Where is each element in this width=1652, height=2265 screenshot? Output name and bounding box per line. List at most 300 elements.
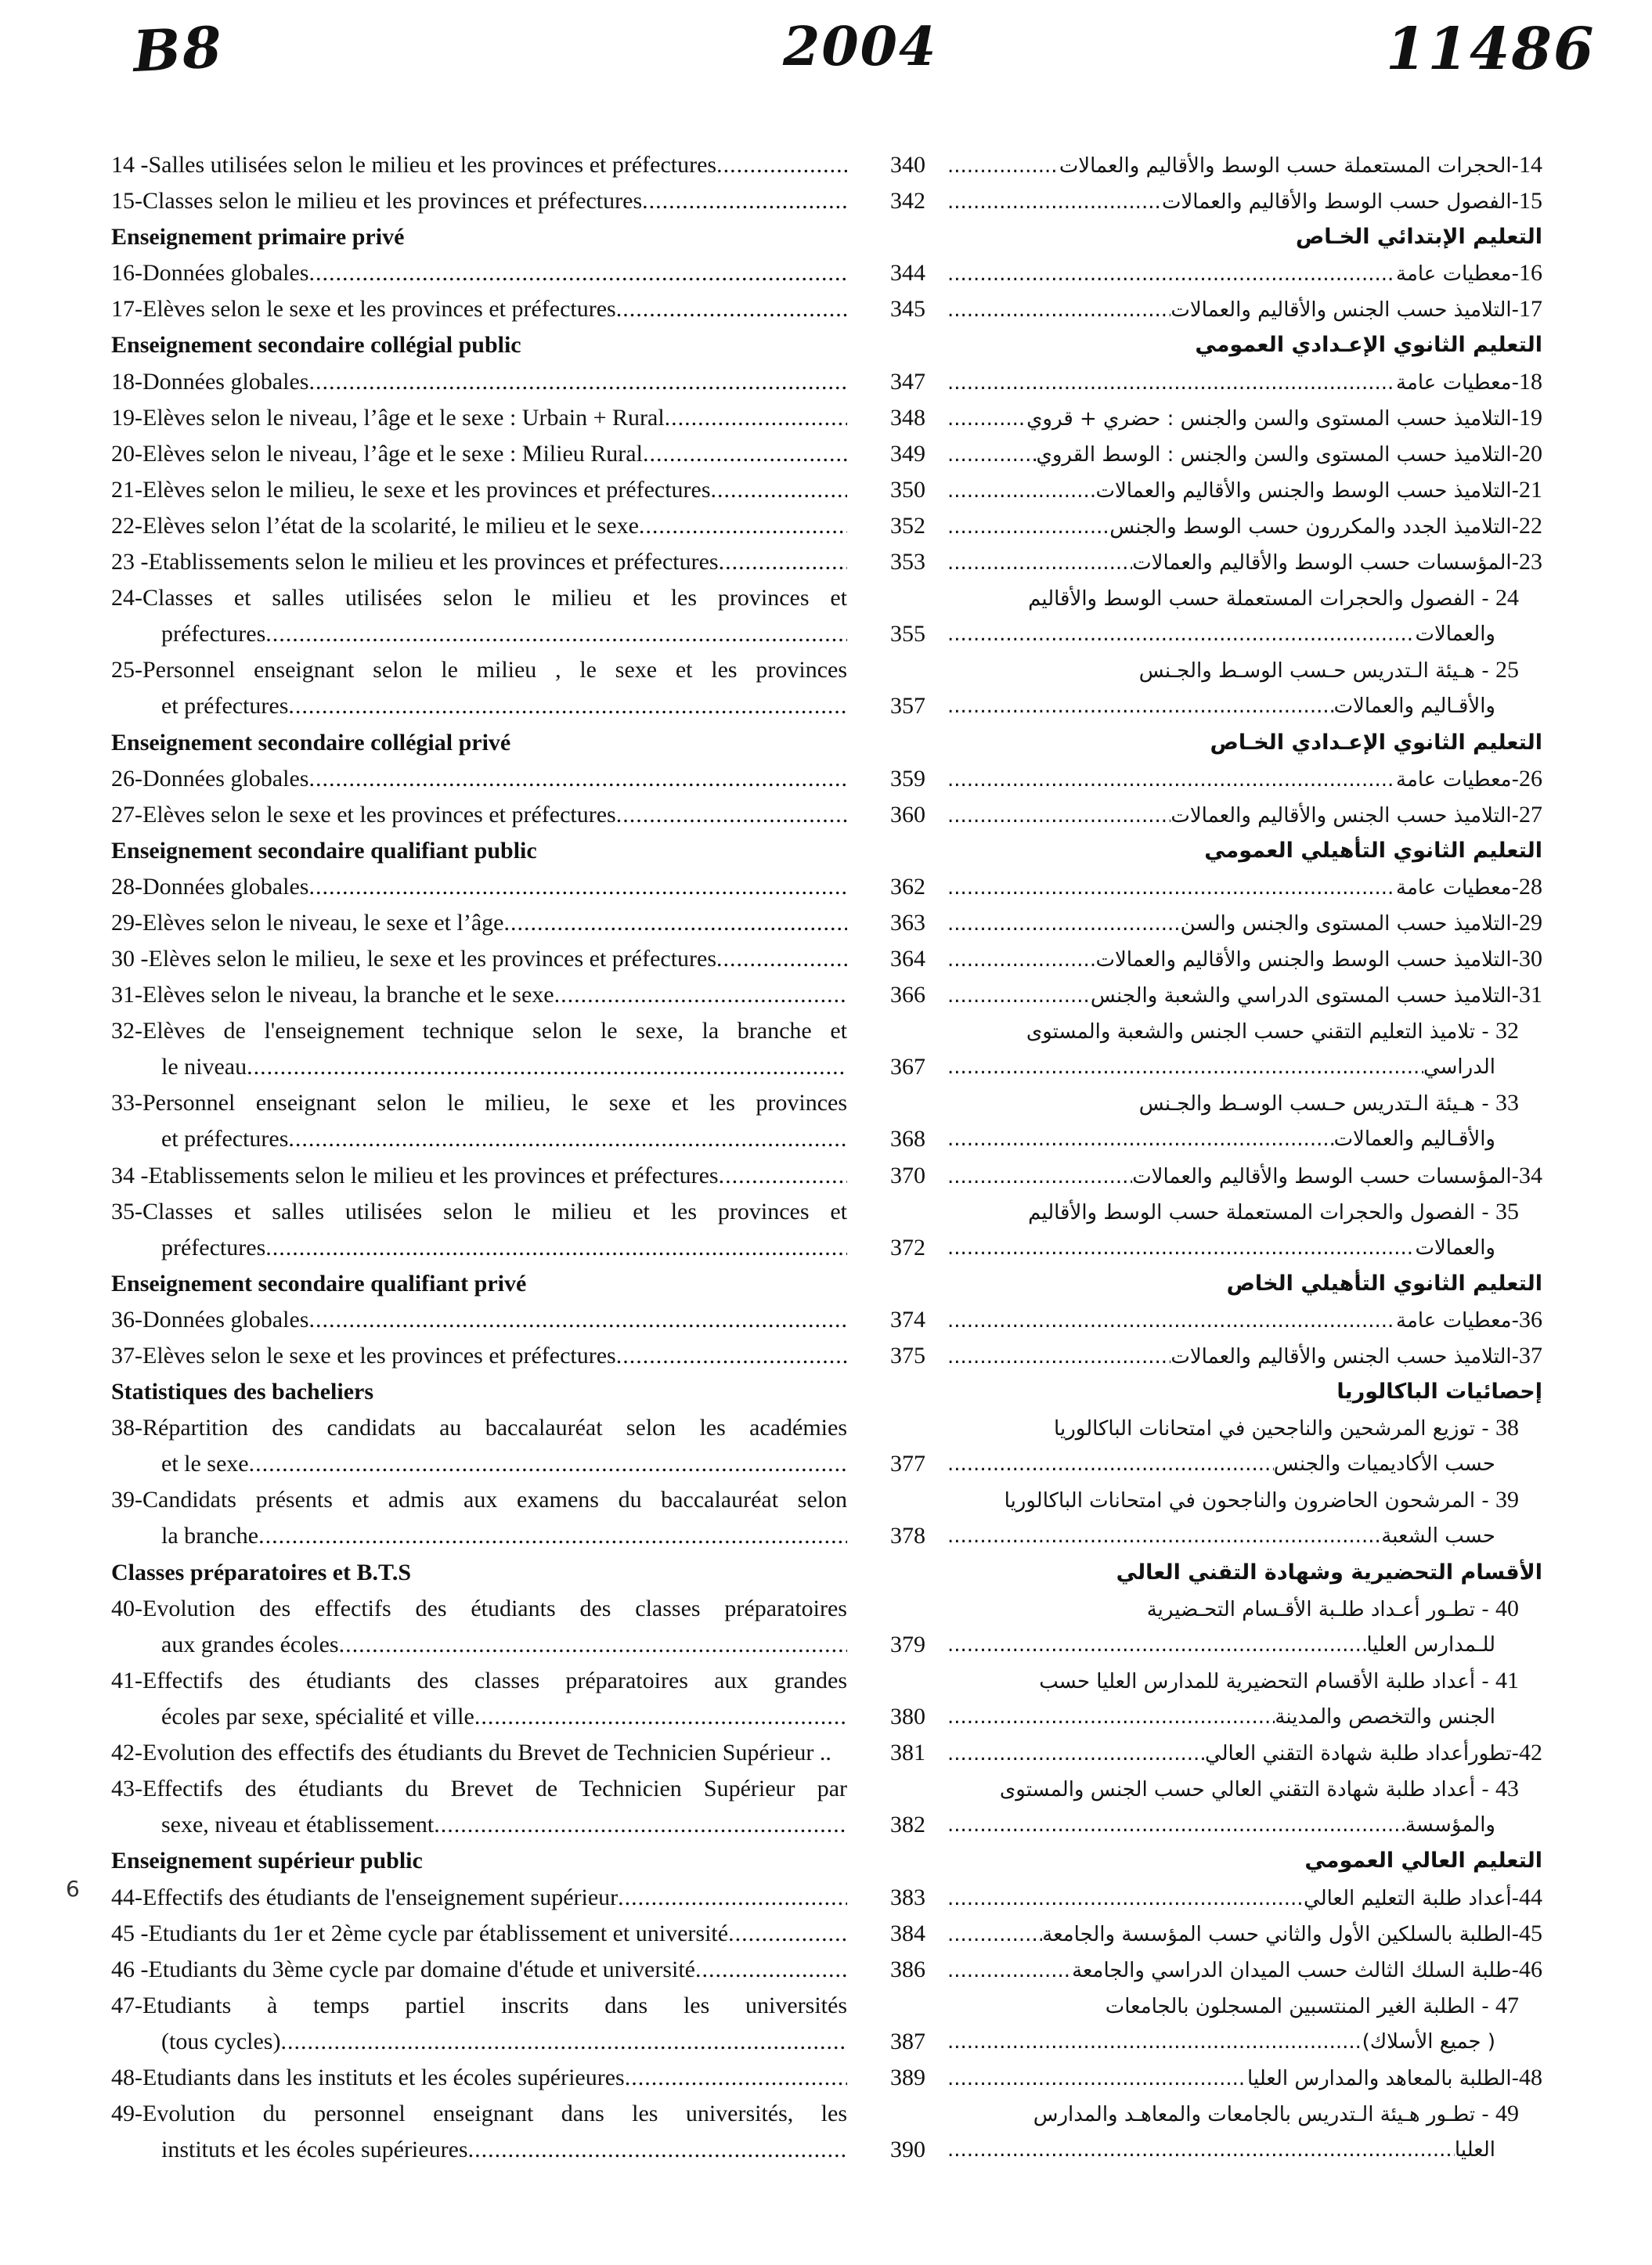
toc-entry-arabic bbox=[947, 1013, 1542, 1085]
entry-title: 17-Elèves selon le sexe et les provinces et préfectures bbox=[111, 296, 616, 323]
separator: - bbox=[1475, 1092, 1495, 1116]
dot-leader bbox=[625, 2060, 847, 2096]
separator: - bbox=[1511, 551, 1519, 575]
dot-leader bbox=[947, 1953, 1072, 1989]
dot-leader bbox=[947, 942, 1096, 978]
toc-entry-arabic bbox=[947, 1591, 1542, 1663]
toc-entry bbox=[111, 291, 925, 327]
section-heading: Enseignement supérieur public bbox=[111, 1848, 423, 1874]
dot-leader bbox=[947, 798, 1170, 834]
toc-entry-arabic bbox=[947, 436, 1542, 472]
entry-title-arabic: توزيع المرشحين والناجحين في امتحانات الباكالوريا bbox=[1054, 1417, 1476, 1441]
toc-entry-arabic bbox=[947, 652, 1542, 724]
dot-leader bbox=[642, 183, 847, 219]
handwritten-year: 2004 bbox=[783, 16, 938, 78]
entry-number: 23 bbox=[1519, 549, 1542, 575]
toc-entry bbox=[111, 869, 925, 905]
toc-entry bbox=[111, 2096, 925, 2168]
page-number: 352 bbox=[890, 512, 925, 539]
toc-entry-arabic bbox=[947, 400, 1542, 436]
toc-entry-arabic bbox=[947, 2060, 1542, 2096]
entry-title: 25-Personnel enseignant selon le milieu , le sexe et les provinces bbox=[111, 657, 847, 683]
dot-leader bbox=[947, 148, 1059, 184]
page-number: 348 bbox=[890, 404, 925, 431]
separator: - bbox=[1511, 911, 1519, 936]
dot-leader bbox=[716, 941, 847, 977]
entry-title-arabic: المرشحون الحاضرون والناجحون في امتحانات الباكالوريا bbox=[1004, 1489, 1476, 1513]
french-toc-column bbox=[111, 147, 925, 2168]
separator: - bbox=[1511, 2066, 1519, 2090]
dot-leader bbox=[265, 616, 847, 652]
entry-title-arabic: التلاميذ حسب الوسط والجنس والأقاليم والعمالات bbox=[1095, 948, 1512, 972]
separator: - bbox=[1511, 370, 1519, 395]
page-number: 340 bbox=[890, 152, 925, 178]
entry-title: 37-Elèves selon le sexe et les provinces et préfectures bbox=[111, 1343, 616, 1369]
toc-entry-arabic bbox=[947, 1410, 1542, 1482]
toc-entry-arabic bbox=[947, 1735, 1542, 1771]
entry-title: 26-Données globales bbox=[111, 765, 309, 792]
dot-leader bbox=[947, 870, 1396, 906]
section-heading: Enseignement secondaire qualifiant public bbox=[111, 837, 537, 864]
toc-entry bbox=[111, 1013, 925, 1085]
dot-leader bbox=[947, 906, 1181, 942]
page-number: 383 bbox=[890, 1884, 925, 1910]
separator: - bbox=[1475, 1020, 1495, 1044]
toc-entry-arabic bbox=[947, 1194, 1542, 1266]
dot-leader bbox=[947, 509, 1109, 545]
toc-entry bbox=[111, 1194, 925, 1266]
entry-title: 18-Données globales bbox=[111, 368, 309, 395]
toc-entry bbox=[111, 400, 925, 436]
section-heading: Classes préparatoires et B.T.S bbox=[111, 1559, 412, 1585]
entry-title: 45 -Etudiants du 1er et 2ème cycle par établissement et université bbox=[111, 1920, 729, 1946]
entry-title-arabic-continued: العليا bbox=[1454, 2138, 1495, 2162]
page-number: 364 bbox=[890, 946, 925, 972]
entry-title-arabic-continued: والعمالات bbox=[1415, 622, 1495, 647]
dot-leader bbox=[288, 688, 847, 724]
separator: - bbox=[1511, 298, 1519, 323]
section-heading-arabic: التعليم الثانوي الإعـدادي الخـاص bbox=[1210, 730, 1542, 755]
toc-entry-arabic bbox=[947, 1302, 1542, 1338]
entry-title: 49-Evolution du personnel enseignant dans les universités, les bbox=[111, 2101, 847, 2127]
page-number: 342 bbox=[890, 188, 925, 215]
dot-leader bbox=[554, 977, 847, 1013]
entry-number: 24 bbox=[1495, 585, 1519, 611]
separator: - bbox=[1511, 1922, 1519, 1946]
separator: - bbox=[1511, 154, 1519, 178]
dot-leader bbox=[947, 1699, 1275, 1735]
separator: - bbox=[1511, 803, 1519, 828]
dot-leader bbox=[468, 2132, 847, 2168]
dot-leader bbox=[947, 1303, 1396, 1339]
page-number: 387 bbox=[890, 2028, 925, 2054]
toc-entry bbox=[111, 1988, 925, 2060]
entry-title: 27-Elèves selon le sexe et les provinces et préfectures bbox=[111, 801, 616, 828]
page-number: 350 bbox=[890, 476, 925, 503]
toc-entry-arabic bbox=[947, 1663, 1542, 1735]
dot-leader bbox=[947, 616, 1415, 652]
dot-leader bbox=[247, 1049, 847, 1085]
dot-leader bbox=[339, 1627, 847, 1663]
entry-number: 28 bbox=[1519, 873, 1542, 900]
separator: - bbox=[1511, 1345, 1519, 1369]
toc-entry bbox=[111, 1916, 925, 1952]
entry-title-arabic: التلاميذ حسب المستوى الدراسي والشعبة والجنس bbox=[1090, 984, 1512, 1008]
entry-title-continued: sexe, niveau et établissement bbox=[161, 1812, 435, 1838]
entry-title-continued: instituts et les écoles supérieures bbox=[161, 2137, 468, 2163]
dot-leader bbox=[616, 797, 847, 833]
entry-title: 29-Elèves selon le niveau, le sexe et l’âge bbox=[111, 909, 504, 936]
dot-leader bbox=[947, 1339, 1170, 1375]
entry-number: 45 bbox=[1519, 1920, 1542, 1946]
separator: - bbox=[1511, 478, 1519, 503]
entry-number: 35 bbox=[1495, 1198, 1519, 1224]
separator: - bbox=[1475, 1417, 1495, 1441]
entry-title: 20-Elèves selon le niveau, l’âge et le sexe : Milieu Rural bbox=[111, 440, 643, 467]
dot-leader bbox=[947, 365, 1396, 401]
dot-leader bbox=[947, 473, 1096, 509]
entry-title-arabic: معطيات عامة bbox=[1396, 875, 1512, 900]
page-number: 367 bbox=[890, 1054, 925, 1080]
page-number: 347 bbox=[890, 368, 925, 395]
toc-entry-arabic bbox=[947, 255, 1542, 291]
entry-title-arabic: الفصول حسب الوسط والأقاليم والعمالات bbox=[1162, 190, 1512, 215]
dot-leader bbox=[280, 2024, 847, 2060]
toc-entry bbox=[111, 941, 925, 977]
arabic-toc-column bbox=[947, 147, 1542, 2168]
entry-title-continued: et préfectures bbox=[161, 1126, 289, 1152]
page-number: 359 bbox=[890, 765, 925, 792]
entry-title-arabic: التلاميذ الجدد والمكررون حسب الوسط والجنس bbox=[1109, 514, 1512, 539]
separator: - bbox=[1511, 767, 1519, 792]
separator: - bbox=[1511, 1164, 1519, 1188]
entry-number: 48 bbox=[1519, 2064, 1542, 2090]
page-number: 386 bbox=[890, 1956, 925, 1982]
toc-entry-arabic bbox=[947, 1988, 1542, 2060]
page-number: 353 bbox=[890, 549, 925, 575]
separator: - bbox=[1511, 442, 1519, 467]
separator: - bbox=[1511, 1886, 1519, 1910]
entry-number: 21 bbox=[1519, 476, 1542, 503]
dot-leader bbox=[947, 545, 1132, 581]
entry-title-arabic: الفصول والحجرات المستعملة حسب الوسط والأقاليم bbox=[1028, 587, 1476, 611]
toc-entry bbox=[111, 508, 925, 544]
entry-number: 15 bbox=[1519, 188, 1542, 215]
toc-entry-arabic bbox=[947, 1338, 1542, 1374]
entry-number: 46 bbox=[1519, 1956, 1542, 1982]
page-number: 374 bbox=[890, 1307, 925, 1333]
toc-entry-arabic bbox=[947, 1916, 1542, 1952]
entry-title-arabic: الفصول والحجرات المستعملة حسب الوسط والأقاليم bbox=[1028, 1200, 1476, 1224]
dot-leader bbox=[308, 869, 847, 905]
entry-title-arabic-continued: والأقـاليم والعمالات bbox=[1333, 694, 1495, 719]
entry-title-continued: et préfectures bbox=[161, 693, 289, 720]
entry-title: 35-Classes et salles utilisées selon le milieu et les provinces et bbox=[111, 1198, 847, 1224]
page-number: 379 bbox=[890, 1631, 925, 1657]
entry-title: 39-Candidats présents et admis aux examens du baccalauréat selon bbox=[111, 1487, 847, 1513]
toc-entry bbox=[111, 580, 925, 652]
toc-entry bbox=[111, 761, 925, 797]
entry-title-arabic: تطـور هـيئة الـتدريس بالجامعات والمعاهـد والمدارس bbox=[1033, 2103, 1476, 2127]
entry-title: 23 -Etablissements selon le milieu et les provinces et préfectures bbox=[111, 549, 719, 575]
dot-leader bbox=[308, 1302, 847, 1338]
entry-title-arabic-continued: للـمدارس العليا bbox=[1366, 1632, 1495, 1657]
toc-entry bbox=[111, 544, 925, 580]
dot-leader bbox=[503, 905, 847, 941]
dot-leader bbox=[308, 761, 847, 797]
entry-title-arabic: أعداد طلبة شهادة التقني العالي حسب الجنس والمستوى bbox=[999, 1778, 1476, 1802]
dot-leader bbox=[947, 688, 1334, 724]
separator: - bbox=[1511, 1742, 1519, 1766]
margin-mark: 6 bbox=[66, 1876, 80, 1902]
section-heading-arabic: التعليم الإبتدائي الخـاص bbox=[1295, 225, 1542, 250]
toc-entry bbox=[111, 977, 925, 1013]
toc-entry-arabic bbox=[947, 364, 1542, 400]
entry-number: 47 bbox=[1495, 1992, 1519, 2018]
toc-entry-arabic bbox=[947, 291, 1542, 327]
separator: - bbox=[1511, 514, 1519, 539]
toc-entry-arabic bbox=[947, 183, 1542, 219]
page-number: 363 bbox=[890, 909, 925, 936]
entry-title-arabic: التلاميذ حسب الجنس والأقاليم والعمالات bbox=[1170, 298, 1512, 323]
entry-title: 30 -Elèves selon le milieu, le sexe et les provinces et préfectures bbox=[111, 946, 717, 972]
dot-leader bbox=[719, 1158, 847, 1194]
separator: - bbox=[1475, 1200, 1495, 1224]
entry-title-continued: la branche bbox=[161, 1523, 259, 1549]
dot-leader bbox=[711, 472, 847, 508]
entry-title-arabic: التلاميذ حسب المستوى والسن والجنس : الوسط القروي bbox=[1036, 442, 1512, 467]
separator: - bbox=[1475, 659, 1495, 683]
entry-title: 21-Elèves selon le milieu, le sexe et les provinces et préfectures bbox=[111, 476, 711, 503]
section-heading: Enseignement secondaire qualifiant privé bbox=[111, 1270, 527, 1297]
entry-title-continued: le niveau bbox=[161, 1054, 247, 1080]
entry-number: 34 bbox=[1519, 1162, 1542, 1188]
page-number: 360 bbox=[890, 801, 925, 828]
page-number: 355 bbox=[890, 621, 925, 647]
entry-title-continued: aux grandes écoles bbox=[161, 1631, 339, 1657]
dot-leader bbox=[639, 508, 847, 544]
dot-leader bbox=[947, 2061, 1247, 2097]
entry-title-continued: et le sexe bbox=[161, 1451, 249, 1477]
entry-title: 46 -Etudiants du 3ème cycle par domaine d'étude et université bbox=[111, 1956, 695, 1982]
entry-title: 33-Personnel enseignant selon le milieu, le sexe et les provinces bbox=[111, 1090, 847, 1116]
toc-entry bbox=[111, 2060, 925, 2096]
toc-entry bbox=[111, 1482, 925, 1554]
entry-title-arabic: الطلبة بالسلكين الأول والثاني حسب المؤسسة والجامعة bbox=[1042, 1922, 1512, 1946]
page-number: 384 bbox=[890, 1920, 925, 1946]
toc-entry-arabic bbox=[947, 1880, 1542, 1916]
dot-leader bbox=[947, 401, 1026, 437]
entry-title: 22-Elèves selon l’état de la scolarité, le milieu et le sexe bbox=[111, 512, 639, 539]
dot-leader bbox=[947, 1627, 1366, 1663]
page-number: 380 bbox=[890, 1703, 925, 1729]
toc-entry-arabic bbox=[947, 869, 1542, 905]
page-number: 382 bbox=[890, 1812, 925, 1838]
toc-entry-arabic bbox=[947, 797, 1542, 833]
entry-number: 26 bbox=[1519, 765, 1542, 792]
dot-leader bbox=[947, 978, 1091, 1014]
toc-entry bbox=[111, 1085, 925, 1157]
dot-leader bbox=[947, 1736, 1205, 1772]
toc-entry-arabic bbox=[947, 1158, 1542, 1194]
dot-leader bbox=[616, 1338, 847, 1374]
dot-leader bbox=[947, 2132, 1455, 2168]
entry-title-continued: (tous cycles) bbox=[161, 2028, 281, 2054]
entry-title: 41-Effectifs des étudiants des classes préparatoires aux grandes bbox=[111, 1667, 847, 1693]
dot-leader bbox=[947, 1446, 1274, 1482]
page-number: 390 bbox=[890, 2137, 925, 2163]
toc-entry bbox=[111, 436, 925, 472]
entry-title-arabic: هـيئة الـتدريس حـسب الوسـط والجـنس bbox=[1138, 1092, 1476, 1116]
section-heading: Enseignement primaire privé bbox=[111, 224, 405, 251]
entry-title-arabic: الحجرات المستعملة حسب الوسط والأقاليم والعمالات bbox=[1059, 154, 1512, 178]
entry-number: 36 bbox=[1519, 1307, 1542, 1333]
dot-leader bbox=[947, 2024, 1362, 2060]
toc-entry-arabic bbox=[947, 905, 1542, 941]
entry-number: 33 bbox=[1495, 1090, 1519, 1116]
dot-leader bbox=[265, 1230, 847, 1266]
dot-leader bbox=[695, 1952, 847, 1988]
entry-number: 18 bbox=[1519, 368, 1542, 395]
dot-leader bbox=[665, 400, 847, 436]
dot-leader bbox=[947, 1518, 1381, 1554]
dot-leader bbox=[288, 1121, 847, 1157]
handwritten-annotation-right: 11486 bbox=[1386, 16, 1596, 83]
toc-entry bbox=[111, 1302, 925, 1338]
toc-entry-arabic bbox=[947, 977, 1542, 1013]
entry-title-arabic: التلاميذ حسب الوسط والجنس والأقاليم والعمالات bbox=[1095, 478, 1512, 503]
entry-title-arabic-continued: والمؤسسة bbox=[1405, 1813, 1495, 1838]
toc-entry-arabic bbox=[947, 1771, 1542, 1843]
toc-entry-arabic bbox=[947, 472, 1542, 508]
separator: - bbox=[1511, 948, 1519, 972]
entry-number: 27 bbox=[1519, 801, 1542, 828]
dot-leader bbox=[947, 1049, 1423, 1085]
entry-title: 24-Classes et salles utilisées selon le milieu et les provinces et bbox=[111, 585, 847, 611]
entry-title: 43-Effectifs des étudiants du Brevet de Technicien Supérieur par bbox=[111, 1776, 847, 1802]
entry-title-arabic: تلاميذ التعليم التقني حسب الجنس والشعبة والمستوى bbox=[1026, 1020, 1476, 1044]
entry-title-arabic-continued: الدراسي bbox=[1423, 1055, 1495, 1080]
entry-title-arabic-continued: والعمالات bbox=[1415, 1235, 1495, 1260]
handwritten-annotation-left: B8 bbox=[131, 13, 225, 85]
dot-leader bbox=[616, 291, 847, 327]
section-heading-arabic: الأقسام التحضيرية وشهادة التقني العالي bbox=[1116, 1560, 1542, 1585]
entry-number: 41 bbox=[1495, 1667, 1519, 1693]
dot-leader bbox=[249, 1446, 847, 1482]
entry-number: 30 bbox=[1519, 946, 1542, 972]
entry-number: 25 bbox=[1495, 657, 1519, 683]
entry-title: 44-Effectifs des étudiants de l'enseignement supérieur bbox=[111, 1884, 619, 1910]
page-number: 344 bbox=[890, 260, 925, 287]
separator: - bbox=[1511, 1958, 1519, 1982]
entry-number: 42 bbox=[1519, 1740, 1542, 1766]
entry-number: 29 bbox=[1519, 909, 1542, 936]
entry-title: 42-Evolution des effectifs des étudiants du Brevet de Technicien Supérieur .. bbox=[111, 1740, 831, 1766]
toc-entry bbox=[111, 797, 925, 833]
entry-title-arabic-continued: الجنس والتخصص والمدينة bbox=[1275, 1704, 1495, 1729]
entry-title-arabic: معطيات عامة bbox=[1396, 1309, 1512, 1333]
toc-entry bbox=[111, 1410, 925, 1482]
separator: - bbox=[1475, 1669, 1495, 1693]
page-number: 345 bbox=[890, 296, 925, 323]
entry-title-arabic: أعداد طلبة التعليم العالي bbox=[1304, 1886, 1512, 1910]
entry-number: 39 bbox=[1495, 1487, 1519, 1513]
toc-entry bbox=[111, 1338, 925, 1374]
entry-title-continued: écoles par sexe, spécialité et ville bbox=[161, 1703, 474, 1729]
entry-title-arabic: التلاميذ حسب الجنس والأقاليم والعمالات bbox=[1170, 1345, 1512, 1369]
page-number: 372 bbox=[890, 1234, 925, 1261]
dot-leader bbox=[947, 1159, 1132, 1195]
separator: - bbox=[1511, 190, 1519, 215]
separator: - bbox=[1475, 1489, 1495, 1513]
dot-leader bbox=[719, 544, 847, 580]
entry-title: 14 -Salles utilisées selon le milieu et les provinces et préfectures bbox=[111, 152, 717, 178]
dot-leader bbox=[728, 1916, 847, 1952]
entry-number: 40 bbox=[1495, 1595, 1519, 1621]
section-heading: Enseignement secondaire collégial privé bbox=[111, 729, 511, 756]
separator: - bbox=[1475, 1778, 1495, 1802]
entry-title-arabic: الطلبة بالمعاهد والمدارس العليا bbox=[1247, 2066, 1512, 2090]
toc-entry bbox=[111, 1735, 925, 1771]
separator: - bbox=[1511, 875, 1519, 900]
dot-leader bbox=[308, 364, 847, 400]
entry-title: 16-Données globales bbox=[111, 260, 309, 287]
entry-title: 36-Données globales bbox=[111, 1307, 309, 1333]
toc-entry bbox=[111, 1663, 925, 1735]
entry-title-arabic: المؤسسات حسب الوسط والأقاليم والعمالات bbox=[1132, 551, 1512, 575]
dot-leader bbox=[643, 436, 847, 472]
toc-entry bbox=[111, 1591, 925, 1663]
dot-leader bbox=[308, 255, 847, 291]
entry-title-arabic: المؤسسات حسب الوسط والأقاليم والعمالات bbox=[1132, 1164, 1512, 1188]
entry-title: 19-Elèves selon le niveau, l’âge et le sexe : Urbain + Rural bbox=[111, 404, 665, 431]
entry-title-arabic: التلاميذ حسب المستوى والسن والجنس : حضري + قروي bbox=[1026, 406, 1512, 431]
entry-title: 48-Etudiants dans les instituts et les écoles supérieures bbox=[111, 2064, 625, 2090]
page-number: 377 bbox=[890, 1451, 925, 1477]
dot-leader bbox=[434, 1807, 847, 1843]
page-number: 357 bbox=[890, 693, 925, 720]
entry-title: 40-Evolution des effectifs des étudiants des classes préparatoires bbox=[111, 1595, 847, 1621]
page-number: 381 bbox=[890, 1740, 925, 1766]
entry-title-arabic: معطيات عامة bbox=[1396, 262, 1512, 287]
entry-number: 16 bbox=[1519, 260, 1542, 287]
section-heading-arabic: التعليم الثانوي التأهيلي العمومي bbox=[1204, 838, 1542, 863]
toc-entry-arabic bbox=[947, 580, 1542, 652]
toc-entry-arabic bbox=[947, 1085, 1542, 1157]
separator: - bbox=[1511, 1309, 1519, 1333]
toc-entry bbox=[111, 147, 925, 183]
section-heading-arabic: التعليم الثانوي التأهيلي الخاص bbox=[1226, 1271, 1542, 1296]
entry-title-arabic-continued: حسب الأكاديميات والجنس bbox=[1273, 1452, 1495, 1477]
toc-entry bbox=[111, 364, 925, 400]
entry-title-arabic-continued: والأقـاليم والعمالات bbox=[1333, 1127, 1495, 1152]
page-number: 362 bbox=[890, 873, 925, 900]
entry-title: 47-Etudiants à temps partiel inscrits dans les universités bbox=[111, 1992, 847, 2018]
page-number: 370 bbox=[890, 1162, 925, 1188]
entry-number: 37 bbox=[1519, 1343, 1542, 1369]
entry-title-arabic-continued: حسب الشعبة bbox=[1381, 1524, 1495, 1549]
separator: - bbox=[1511, 262, 1519, 287]
entry-title-arabic: طلبة السلك الثالث حسب الميدان الدراسي والجامعة bbox=[1072, 1958, 1512, 1982]
toc-entry-arabic bbox=[947, 1482, 1542, 1554]
dot-leader bbox=[947, 184, 1162, 220]
entry-number: 22 bbox=[1519, 512, 1542, 539]
dot-leader bbox=[947, 256, 1396, 292]
entry-title-continued: préfectures bbox=[161, 621, 266, 647]
toc-entry-arabic bbox=[947, 941, 1542, 977]
toc-entry bbox=[111, 1952, 925, 1988]
entry-title-arabic-continued: ( جميع الأسلاك) bbox=[1362, 2029, 1495, 2054]
